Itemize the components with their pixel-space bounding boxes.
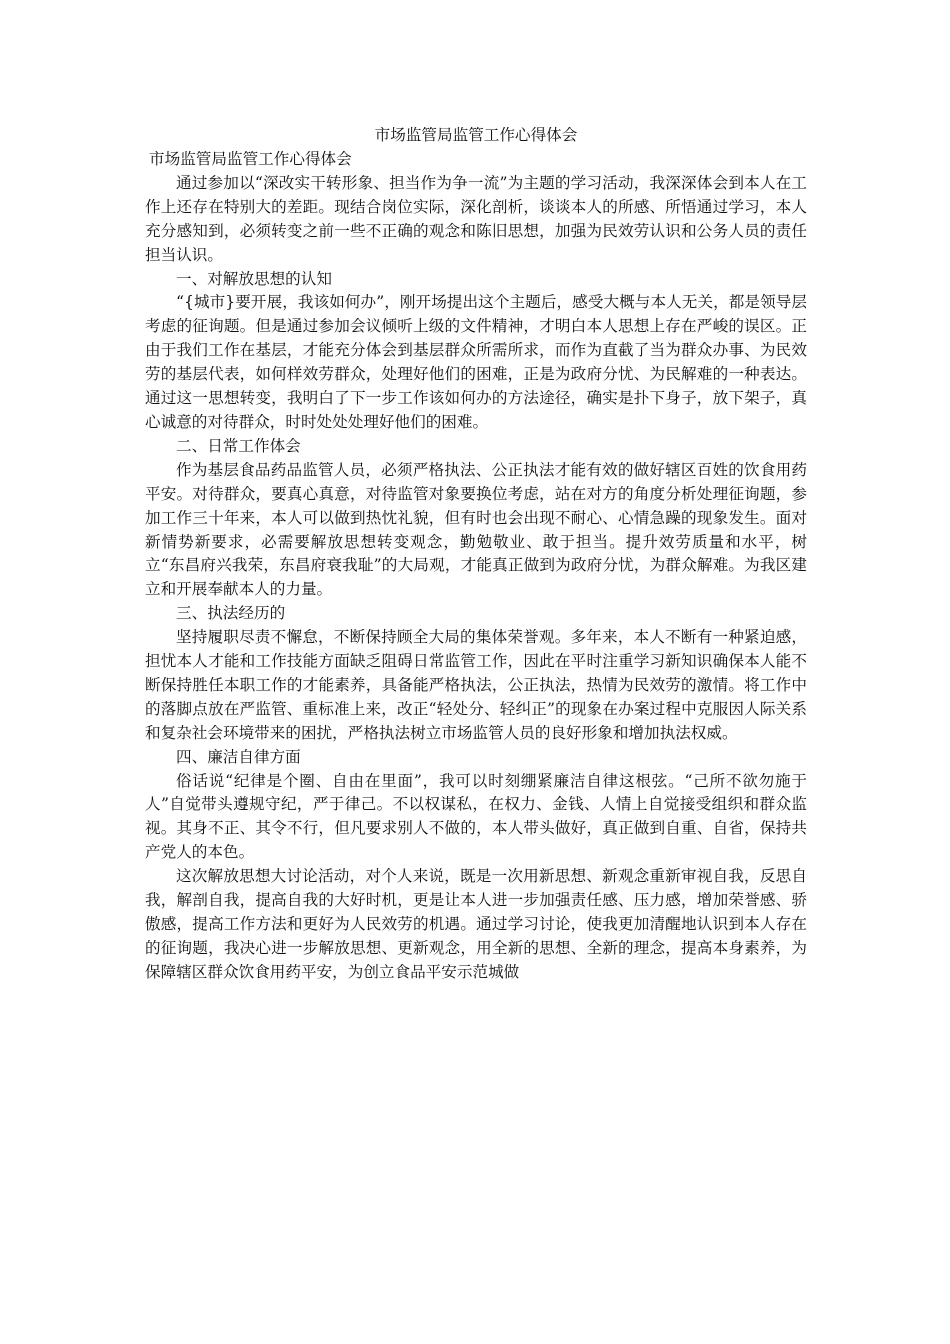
paragraph-section-4: 俗话说“纪律是个圈、自由在里面”，我可以时刻绷紧廉洁自律这根弦。“己所不欲勿施于人”自觉带头遵规守纪，严于律己。不以权谋私，在权力、金钱、人情上自觉接受组织和群众监视。其身不正、其令不行，但凡要求别人不做的，本人带头做好，真正做到自重、自省，保持共产党人的本色。 bbox=[145, 771, 807, 862]
section-heading-3: 三、执法经历的 bbox=[176, 604, 286, 623]
paragraph-section-2: 作为基层食品药品监管人员，必须严格执法、公正执法才能有效的做好辖区百姓的饮食用药平安。对待群众，要真心真意，对待监管对象要换位考虑，站在对方的角度分析处理征询题，参加工作三十年来，本人可以做到热忱礼貌，但有时也会出现不耐心、心情急躁的现象发生。面对新情势新要求，必需要解放思想转变观念，勤勉敬业、敢于担当。提升效劳质量和水平，树立“东昌府兴我荣，东昌府衰我耻”的大局观，才能真正做到为政府分忧，为群众解难。为我区建立和开展奉献本人的力量。 bbox=[145, 460, 807, 599]
document-body bbox=[145, 124, 807, 985]
document-subtitle: 市场监管局监管工作心得体会 bbox=[149, 150, 352, 168]
paragraph-intro: 通过参加以“深改实干转形象、担当作为争一流”为主题的学习活动，我深深体会到本人在工作上还存在特别大的差距。现结合岗位实际，深化剖析，谈谈本人的所感、所悟通过学习，本人充分感知到，必须转变之前一些不正确的观念和陈旧思想，加强为民效劳认识和公务人员的责任担当认识。 bbox=[145, 173, 807, 264]
paragraph-section-1: “{城市}要开展，我该如何办”，刚开场提出这个主题后，感受大概与本人无关，都是领导层考虑的征询题。但是通过参加会议倾听上级的文件精神，才明白本人思想上存在严峻的误区。正由于我们工作在基层，才能充分体会到基层群众所需所求，而作为直截了当为群众办事、为民效劳的基层代表，如何样效劳群众，处理好他们的困难，正是为政府分忧、为民解难的一种表达。通过这一思想转变，我明白了下一步工作该如何办的方法途径，确实是扑下身子，放下架子，真心诚意的对待群众，时时处处处理好他们的困难。 bbox=[145, 293, 807, 431]
document-title: 市场监管局监管工作心得体会 bbox=[374, 126, 578, 144]
section-heading-1: 一、对解放思想的认知 bbox=[176, 269, 332, 288]
section-heading-2: 二、日常工作体会 bbox=[176, 436, 301, 455]
section-heading-4: 四、廉洁自律方面 bbox=[176, 747, 301, 766]
paragraph-conclusion: 这次解放思想大讨论活动，对个人来说，既是一次用新思想、新观念重新审视自我，反思自我，解剖自我，提高自我的大好时机，更是让本人进一步加强责任感、压力感，增加荣誉感、骄傲感，提高工作方法和更好为人民效劳的机遇。通过学习讨论，使我更加清醒地认识到本人存在的征询题，我决心进一步解放思想、更新观念，用全新的思想、全新的理念，提高本身素养，为保障辖区群众饮食用药平安，为创立食品平安示范城做 bbox=[145, 867, 807, 981]
paragraph-section-3: 坚持履职尽责不懈怠，不断保持顾全大局的集体荣誉观。多年来，本人不断有一种紧迫感，担忧本人才能和工作技能方面缺乏阻碍日常监管工作，因此在平时注重学习新知识确保本人能不断保持胜任本职工作的才能素养，具备能严格执法，公正执法，热情为民效劳的激情。将工作中的落脚点放在严监管、重标准上来，改正“轻处分、轻纠正”的现象在办案过程中克服因人际关系和复杂社会环境带来的困扰，严格执法树立市场监管人员的良好形象和增加执法权威。 bbox=[145, 628, 807, 742]
